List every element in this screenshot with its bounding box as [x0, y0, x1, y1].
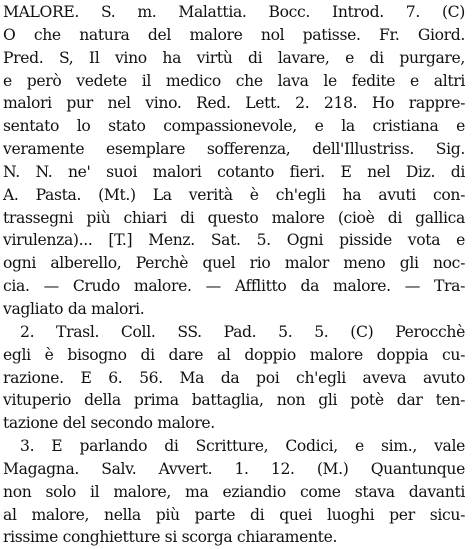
text-line-11: virulenza)... [T.] Menz. Sat. 5. Ogni pisside vota e	[3, 231, 465, 250]
text-line-15: 2. Trasl. Coll. SS. Pad. 5. 5. (C) Perocchè	[20, 322, 465, 341]
text-line-20: 3. E parlando di Scritture, Codici, e sim., vale	[20, 437, 465, 456]
text-line-22: non solo il malore, ma eziandio come stava davanti	[3, 482, 465, 501]
text-line-24: rissime conghietture si scorga chiaramente.	[3, 528, 338, 547]
text-line-6: sentato lo stato compassionevole, e la cristiana e	[3, 117, 465, 136]
text-line-5: malori pur nel vino. Red. Lett. 2. 218. Ho rappre-	[3, 94, 465, 113]
text-line-8: N. N. ne' suoi malori cotanto fieri. E nel Diz. di	[3, 162, 465, 181]
text-line-17: razione. E 6. 56. Ma da poi ch'egli aveva avuto	[3, 368, 465, 387]
text-line-4: e però vedete il medico che lava le fedite e altri	[3, 71, 465, 90]
text-line-13: cia. — Crudo malore. — Afflitto da malore. — Tra-	[3, 277, 465, 296]
text-line-9: A. Pasta. (Mt.) La verità è ch'egli ha avuti con-	[3, 185, 465, 204]
text-line-19: tazione del secondo malore.	[3, 414, 215, 433]
text-line-21: Magagna. Salv. Avvert. 1. 12. (M.) Quantunque	[3, 459, 465, 478]
text-line-18: vituperio della prima battaglia, non gli potè dar ten-	[3, 391, 465, 410]
text-line-3: Pred. S, Il vino ha virtù di lavare, e di purgare,	[3, 48, 465, 67]
text-line-1: MALORE. S. m. Malattia. Bocc. Introd. 7. (C)	[3, 3, 465, 21]
text-line-14: vagliato da malori.	[3, 299, 145, 318]
text-line-10: trassegni più chiari di questo malore (cioè di gallica	[3, 208, 465, 227]
text-line-7: veramente esemplare sofferenza, dell'Illustriss. Sig.	[3, 140, 465, 159]
text-line-12: ogni alberello, Perchè quel rio malor meno gli noc-	[3, 254, 465, 273]
text-line-16: egli è bisogno di dare al doppio malore doppia cu-	[3, 345, 465, 364]
text-line-23: al malore, nella più parte di quei luoghi per sicu-	[3, 505, 465, 524]
text-line-2: O che natura del malore nol patisse. Fr. Giord.	[3, 25, 465, 44]
